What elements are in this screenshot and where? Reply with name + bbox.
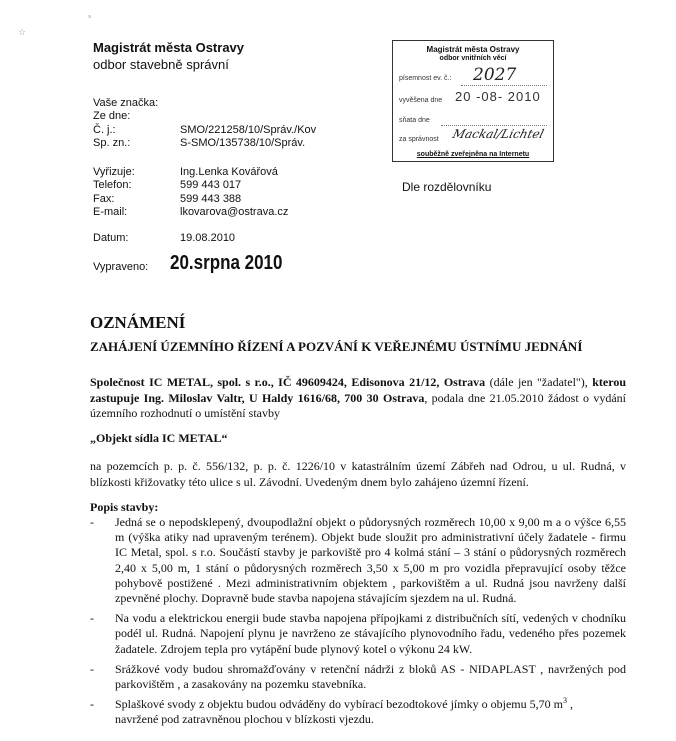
scan-mark: ☆ (18, 28, 27, 38)
unit-superscript: 3 (562, 696, 567, 706)
stamp-footer: souběžně zveřejněna na Internetu (416, 151, 530, 158)
list-item: - Na vodu a elektrickou energii bude stavba napojena přípojkami z distribučních sítí, vedených v chodníku podél ul. Rudná. Napojení plynu je navrženo ze stávajícího plynovodního řadu, vedeného přes pozemek žadatele. Zdrojem tepla pro vytápění bude plynový kotel o výkonu 24 kW. (90, 611, 626, 656)
recipient: Dle rozdělovníku (402, 180, 492, 194)
list-item: - Srážkové vody budou shromažďovány v retenční nádrži z bloků AS - NIDAPLAST , navržených pod parkovištěm , a zasakovány na pozemku stavebníka. (90, 661, 626, 692)
notice-subtitle: ZAHÁJENÍ ÚZEMNÍHO ŘÍZENÍ A POZVÁNÍ K VEŘEJNÉMU ÚSTNÍMU JEDNÁNÍ (90, 339, 583, 354)
phone-value: 599 443 017 (180, 179, 242, 191)
description-heading: Popis stavby: (90, 500, 159, 514)
cj-value: SMO/221258/10/Správ./Kov (180, 124, 317, 136)
scan-mark: ˢ (88, 14, 92, 24)
phone-label: Telefon: (93, 179, 132, 191)
list-item-text: Srážkové vody budou shromažďovány v retenční nádrži z bloků AS - NIDAPLAST , navržených pod parkovištěm , a zasakovány na pozemku stavebníka. (115, 661, 626, 692)
list-item: - Jedná se o nepodsklepený, dvoupodlažní objekt o půdorysných rozměrech 10,00 x 9,00 m a o výšce 6,55 m (výška atiky nad upraveným terénem). Objekt bude sloužit pro administrativní účely žadatele - firmu IC Metal, spol. s r.o. Součástí stavby je parkoviště pro 4 kolmá stání – 3 stání o půdorysných rozměrech 2,40 x 5,00 m, 1 stání o půdorysných rozměrech 3,50 x 5,00 m pro vozidla přepravující osoby těžce pohybově postižené . Mezi administrativním objektem , parkovištěm a ul. Rudná jsou navrženy další zpevněné plochy. Dopravně bude stavba napojena stávajícím sjezdem na ul. Rudná. (90, 515, 626, 606)
your-ref-label: Vaše značka: (93, 97, 159, 109)
spzn-label: Sp. zn.: (93, 137, 131, 149)
from-label: Ze dne: (93, 110, 131, 122)
stamp-line (461, 85, 547, 86)
applicant-alias: (dále jen "žadatel"), (485, 375, 593, 389)
handler-label: Vyřizuje: (93, 166, 135, 178)
applicant-paragraph (90, 375, 626, 422)
list-item-text: Splaškové svody z objektu budou odváděny do vybírací bezodtokové jímky o objemu 5,70 m (115, 697, 563, 712)
list-item-text: Jedná se o nepodsklepený, dvoupodlažní objekt o půdorysných rozměrech 10,00 x 9,00 m a o výšce 6,55 m (výška atiky nad upraveným terénem). Objekt bude sloužit pro administrativní účely žadatele - firmu IC Metal, spol. s r.o. Součástí stavby je parkoviště pro 4 kolmá stání – 3 stání o půdorysných rozměrech 2,40 x 5,00 m, 1 stání o půdorysných rozměrech 3,50 x 5,00 m pro vozidla přepravující osoby těžce pohybově postižené . Mezi administrativním objektem , parkovištěm a ul. Rudná jsou navrženy další zpevněné plochy. Dopravně bude stavba napojena stávajícím sjezdem na ul. Rudná. (115, 515, 626, 606)
stamp-removed-label: sňata dne (399, 117, 430, 124)
list-item-text: navržené pod zatravněnou plochou v blízkosti vjezdu. (115, 712, 374, 727)
notice-title: OZNÁMENÍ (90, 313, 186, 332)
spzn-value: S-SMO/135738/10/Správ. (180, 137, 306, 149)
stamp-no-label: písemnost ev. č.: (399, 75, 452, 82)
list-item-tail: , (566, 697, 573, 712)
posting-stamp (392, 40, 554, 162)
stamp-dept: odbor vnitřních věcí (439, 55, 507, 62)
applicant-representative: kterou zastupuje Ing. Miloslav Valtr, U Haldy 1616/68, 700 30 Ostrava (90, 375, 626, 405)
stamp-for-label: za správnost (399, 136, 439, 143)
date-value: 19.08.2010 (180, 232, 236, 244)
applicant-company: Společnost IC METAL, spol. s r.o., IČ 49609424, Edisonova 21/12, Ostrava (90, 375, 486, 389)
office-name: Magistrát města Ostravy (93, 40, 245, 55)
date-label: Datum: (93, 232, 129, 244)
list-item-text: Na vodu a elektrickou energii bude stavba napojena přípojkami z distribučních sítí, vedených v chodníku podél ul. Rudná. Napojení plynu je navrženo ze stávajícího plynovodního řadu, vedeného přes pozemek žadatele. Zdrojem tepla pro vytápění bude plynový kotel o výkonu 24 kW. (115, 611, 626, 656)
stamp-posted-label: vyvěšena dne (399, 97, 443, 104)
email-value: lkovarova@ostrava.cz (180, 206, 289, 218)
list-item: - Splaškové svody z objektu budou odváděny do vybírací bezodtokové jímky o objemu 5,70 $m^3$ , navržené pod zatravněnou plochou v blízkosti vjezdu. (90, 696, 573, 727)
stamp-signature: Mackal/Lichtel (451, 127, 546, 141)
project-name: „Objekt sídla IC METAL“ (90, 431, 228, 445)
cj-label: Č. j.: (93, 124, 116, 136)
stamp-line (441, 125, 547, 126)
sent-date-stamp: 20.srpna 2010 (170, 252, 283, 274)
location-paragraph: na pozemcích p. p. č. 556/132, p. p. č. 1226/10 v katastrálním území Zábřeh nad Odrou, u ul. Rudná, v blízkosti křižovatky této ulice s ul. Závodní. Uvedeným dnem bylo zahájeno územní řízení. (90, 459, 626, 489)
description-list (90, 515, 626, 733)
stamp-no-value: 2027 (473, 65, 517, 85)
sent-label: Vypraveno: (93, 261, 149, 273)
fax-value: 599 443 388 (180, 193, 242, 205)
department-name: odbor stavebně správní (93, 57, 229, 72)
fax-label: Fax: (93, 193, 115, 205)
stamp-org: Magistrát města Ostravy (426, 45, 520, 54)
handler-value: Ing.Lenka Kovářová (180, 166, 278, 178)
stamp-posted-value: 20 -08- 2010 (455, 89, 541, 104)
applicant-request: , podala dne 21.05.2010 žádost o vydání územního rozhodnutí o umístění stavby (90, 390, 627, 420)
email-label: E-mail: (93, 206, 128, 218)
